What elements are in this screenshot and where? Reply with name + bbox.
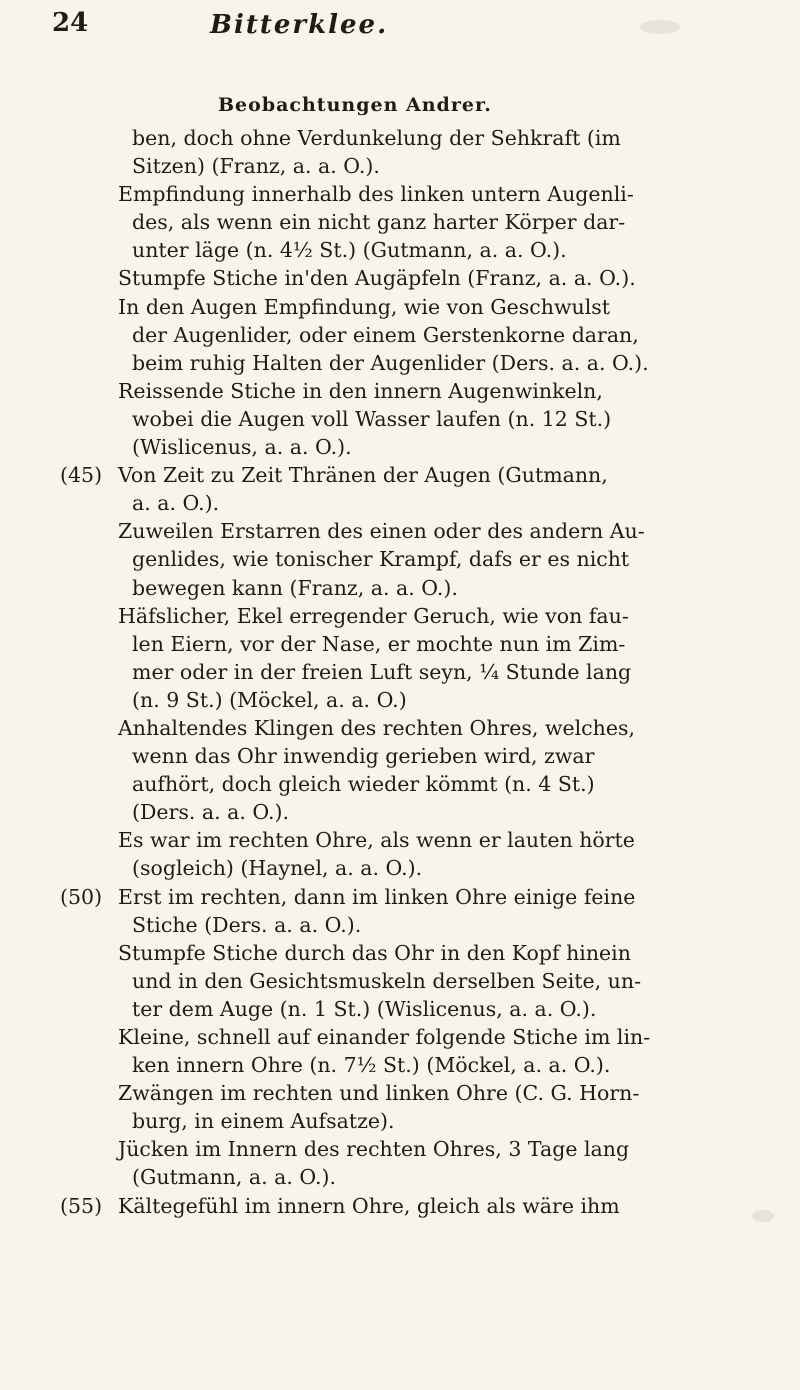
- text-line: [60, 658, 760, 686]
- text-line: [60, 1023, 760, 1051]
- text-line: [60, 377, 760, 405]
- line-text: Erst im rechten, dann im linken Ohre einige feine: [118, 884, 636, 909]
- text-line: [60, 714, 760, 742]
- line-text: a. a. O.).: [132, 491, 220, 516]
- text-line: [60, 1051, 760, 1079]
- text-line: [60, 1107, 760, 1135]
- line-text: Zuweilen Erstarren des einen oder des andern Au-: [118, 519, 645, 544]
- line-text: Stiche (Ders. a. a. O.).: [132, 912, 362, 937]
- line-text: beim ruhig Halten der Augenlider (Ders. a. a. O.).: [132, 350, 649, 375]
- text-line: [60, 349, 760, 377]
- line-text: Es war im rechten Ohre, als wenn er lauten hörte: [118, 828, 635, 853]
- line-text: ter dem Auge (n. 1 St.) (Wislicenus, a. a. O.).: [132, 996, 597, 1021]
- line-text: mer oder in der freien Luft seyn, ¼ Stunde lang: [132, 659, 632, 684]
- line-text: des, als wenn ein nicht ganz harter Körper dar-: [132, 210, 626, 235]
- line-text: Häfslicher, Ekel erregender Geruch, wie von fau-: [118, 603, 629, 628]
- running-title: Bitterklee.: [210, 10, 389, 40]
- line-text: len Eiern, vor der Nase, er mochte nun im Zim-: [132, 631, 626, 656]
- text-line: [60, 602, 760, 630]
- line-text: Kältegefühl im innern Ohre, gleich als wäre ihm: [118, 1193, 620, 1218]
- line-text: Stumpfe Stiche in'den Augäpfeln (Franz, a. a. O.).: [118, 266, 636, 291]
- text-line: [60, 995, 760, 1023]
- section-heading: Beobachtungen Andrer.: [218, 94, 492, 116]
- text-line: [60, 1192, 760, 1220]
- entry-number: (45): [60, 463, 103, 488]
- line-text: wenn das Ohr inwendig gerieben wird, zwar: [132, 744, 595, 769]
- line-text: (Wislicenus, a. a. O.).: [132, 435, 352, 460]
- line-text: (Gutmann, a. a. O.).: [132, 1165, 337, 1190]
- text-line: [60, 770, 760, 798]
- text-line: [60, 911, 760, 939]
- line-text: aufhört, doch gleich wieder kömmt (n. 4 St.): [132, 772, 595, 797]
- text-line: [60, 826, 760, 854]
- line-text: der Augenlider, oder einem Gerstenkorne daran,: [132, 322, 639, 347]
- line-text: unter läge (n. 4½ St.) (Gutmann, a. a. O.).: [132, 238, 567, 263]
- text-line: [60, 686, 760, 714]
- entry-number: (50): [60, 884, 103, 909]
- line-text: Jücken im Innern des rechten Ohres, 3 Tage lang: [118, 1137, 630, 1162]
- text-line: [60, 742, 760, 770]
- line-text: genlides, wie tonischer Krampf, dafs er es nicht: [132, 547, 630, 572]
- text-line: [60, 545, 760, 573]
- line-text: Sitzen) (Franz, a. a. O.).: [132, 154, 380, 179]
- text-line: [60, 293, 760, 321]
- text-line: [60, 124, 760, 152]
- line-text: Reissende Stiche in den innern Augenwinkeln,: [118, 378, 603, 403]
- text-line: [60, 967, 760, 995]
- text-line: [60, 461, 760, 489]
- line-text: ken innern Ohre (n. 7½ St.) (Möckel, a. a. O.).: [132, 1053, 611, 1078]
- line-text: bewegen kann (Franz, a. a. O.).: [132, 575, 458, 600]
- page-header: [0, 6, 800, 48]
- text-line: [60, 433, 760, 461]
- text-line: [60, 630, 760, 658]
- line-text: Empfindung innerhalb des linken untern Augenli-: [118, 182, 634, 207]
- text-line: [60, 939, 760, 967]
- text-line: [60, 489, 760, 517]
- line-text: (Ders. a. a. O.).: [132, 800, 290, 825]
- line-text: (sogleich) (Haynel, a. a. O.).: [132, 856, 423, 881]
- text-line: [60, 517, 760, 545]
- line-text: Stumpfe Stiche durch das Ohr in den Kopf hinein: [118, 940, 631, 965]
- line-text: Anhaltendes Klingen des rechten Ohres, welches,: [118, 715, 636, 740]
- text-line: [60, 798, 760, 826]
- text-line: [60, 1079, 760, 1107]
- body-text: [60, 124, 760, 1220]
- line-text: Zwängen im rechten und linken Ohre (C. G. Horn-: [118, 1081, 640, 1106]
- line-text: Von Zeit zu Zeit Thränen der Augen (Gutmann,: [118, 463, 608, 488]
- line-text: In den Augen Empfindung, wie von Geschwulst: [118, 294, 611, 319]
- text-line: [60, 574, 760, 602]
- line-text: burg, in einem Aufsatze).: [132, 1109, 395, 1134]
- text-line: [60, 1163, 760, 1191]
- text-line: [60, 236, 760, 264]
- text-line: [60, 208, 760, 236]
- page-number: 24: [52, 8, 89, 38]
- text-line: [60, 854, 760, 882]
- line-text: wobei die Augen voll Wasser laufen (n. 12 St.): [132, 406, 612, 431]
- line-text: Kleine, schnell auf einander folgende Stiche im lin-: [118, 1025, 651, 1049]
- text-line: [60, 180, 760, 208]
- line-text: (n. 9 St.) (Möckel, a. a. O.): [132, 687, 407, 712]
- entry-number: (55): [60, 1193, 103, 1218]
- text-line: [60, 321, 760, 349]
- text-line: [60, 152, 760, 180]
- text-line: [60, 1135, 760, 1163]
- text-line: [60, 405, 760, 433]
- line-text: und in den Gesichtsmuskeln derselben Seite, un-: [132, 968, 642, 993]
- text-line: [60, 264, 760, 292]
- text-line: [60, 883, 760, 911]
- line-text: ben, doch ohne Verdunkelung der Sehkraft (im: [132, 126, 621, 150]
